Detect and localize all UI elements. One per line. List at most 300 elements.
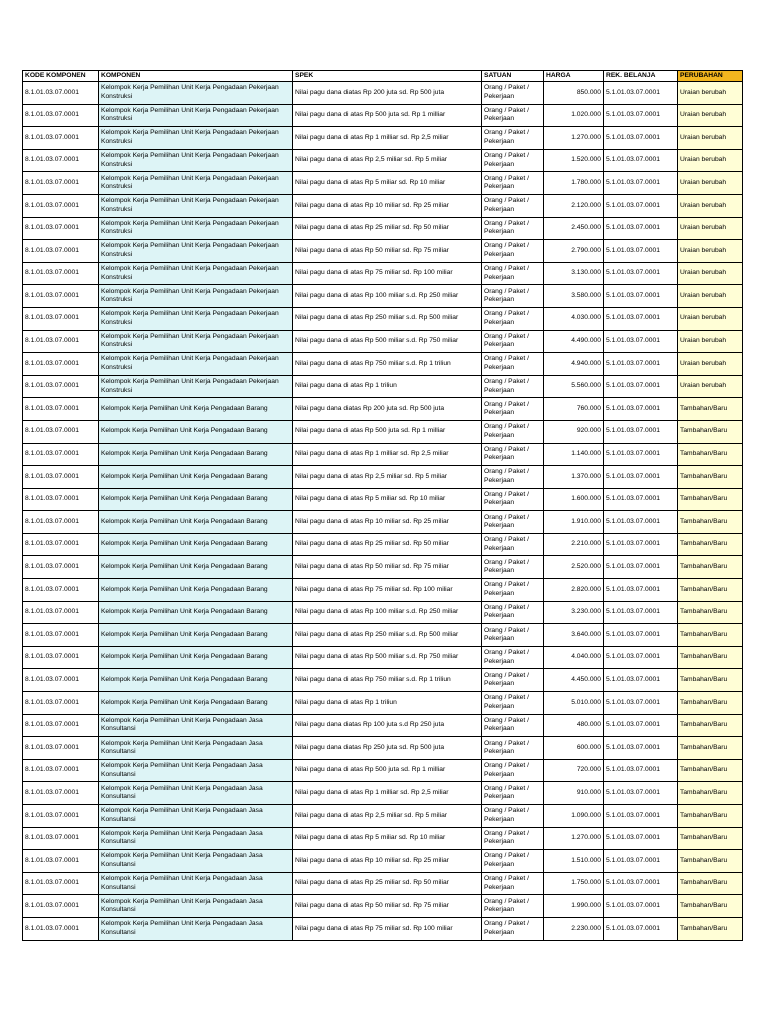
header-harga: HARGA xyxy=(544,71,604,82)
cell-kode-komponen: 8.1.01.03.07.0001 xyxy=(23,556,99,579)
cell-satuan: Orang / Paket / Pekerjaan xyxy=(482,579,544,602)
cell-komponen: Kelompok Kerja Pemilihan Unit Kerja Pengadaan Barang xyxy=(99,420,293,443)
cell-perubahan: Uraian berubah xyxy=(678,375,743,398)
cell-harga: 910.000 xyxy=(544,782,604,805)
cell-kode-komponen: 8.1.01.03.07.0001 xyxy=(23,172,99,195)
cell-satuan: Orang / Paket / Pekerjaan xyxy=(482,443,544,466)
cell-komponen: Kelompok Kerja Pemilihan Unit Kerja Pengadaan Jasa Konsultansi xyxy=(99,782,293,805)
cell-kode-komponen: 8.1.01.03.07.0001 xyxy=(23,759,99,782)
cell-harga: 1.090.000 xyxy=(544,805,604,828)
table-row xyxy=(23,330,743,353)
cell-perubahan: Uraian berubah xyxy=(678,307,743,330)
cell-perubahan: Tambahan/Baru xyxy=(678,488,743,511)
cell-satuan: Orang / Paket / Pekerjaan xyxy=(482,624,544,647)
cell-harga: 2.210.000 xyxy=(544,533,604,556)
cell-rek-belanja: 5.1.01.03.07.0001 xyxy=(604,330,678,353)
cell-kode-komponen: 8.1.01.03.07.0001 xyxy=(23,714,99,737)
cell-harga: 1.020.000 xyxy=(544,104,604,127)
cell-kode-komponen: 8.1.01.03.07.0001 xyxy=(23,579,99,602)
cell-harga: 1.370.000 xyxy=(544,466,604,489)
cell-komponen: Kelompok Kerja Pemilihan Unit Kerja Pengadaan Barang xyxy=(99,624,293,647)
table-row xyxy=(23,375,743,398)
cell-perubahan: Uraian berubah xyxy=(678,149,743,172)
cell-harga: 1.510.000 xyxy=(544,850,604,873)
cell-perubahan: Tambahan/Baru xyxy=(678,805,743,828)
cell-harga: 4.940.000 xyxy=(544,353,604,376)
cell-harga: 3.130.000 xyxy=(544,262,604,285)
cell-komponen: Kelompok Kerja Pemilihan Unit Kerja Pengadaan Pekerjaan Konstruksi xyxy=(99,149,293,172)
cell-kode-komponen: 8.1.01.03.07.0001 xyxy=(23,420,99,443)
cell-harga: 4.040.000 xyxy=(544,646,604,669)
table-row xyxy=(23,579,743,602)
cell-kode-komponen: 8.1.01.03.07.0001 xyxy=(23,533,99,556)
cell-spek: Nilai pagu dana di atas Rp 250 miliar s.d. Rp 500 miliar xyxy=(293,307,482,330)
cell-komponen: Kelompok Kerja Pemilihan Unit Kerja Pengadaan Barang xyxy=(99,669,293,692)
table-row xyxy=(23,285,743,308)
header-spek: SPEK xyxy=(293,71,482,82)
cell-harga: 5.010.000 xyxy=(544,692,604,715)
cell-perubahan: Tambahan/Baru xyxy=(678,669,743,692)
cell-satuan: Orang / Paket / Pekerjaan xyxy=(482,692,544,715)
table-row xyxy=(23,917,743,940)
cell-rek-belanja: 5.1.01.03.07.0001 xyxy=(604,827,678,850)
cell-satuan: Orang / Paket / Pekerjaan xyxy=(482,127,544,150)
table-row xyxy=(23,714,743,737)
cell-perubahan: Uraian berubah xyxy=(678,194,743,217)
cell-rek-belanja: 5.1.01.03.07.0001 xyxy=(604,172,678,195)
table-row xyxy=(23,737,743,760)
cell-satuan: Orang / Paket / Pekerjaan xyxy=(482,82,544,105)
cell-kode-komponen: 8.1.01.03.07.0001 xyxy=(23,262,99,285)
cell-satuan: Orang / Paket / Pekerjaan xyxy=(482,217,544,240)
header-satuan: SATUAN xyxy=(482,71,544,82)
cell-harga: 1.990.000 xyxy=(544,895,604,918)
cell-kode-komponen: 8.1.01.03.07.0001 xyxy=(23,149,99,172)
cell-komponen: Kelompok Kerja Pemilihan Unit Kerja Pengadaan Barang xyxy=(99,398,293,421)
cell-komponen: Kelompok Kerja Pemilihan Unit Kerja Pengadaan Pekerjaan Konstruksi xyxy=(99,285,293,308)
cell-komponen: Kelompok Kerja Pemilihan Unit Kerja Pengadaan Jasa Konsultansi xyxy=(99,714,293,737)
cell-kode-komponen: 8.1.01.03.07.0001 xyxy=(23,285,99,308)
cell-komponen: Kelompok Kerja Pemilihan Unit Kerja Pengadaan Pekerjaan Konstruksi xyxy=(99,375,293,398)
table-row xyxy=(23,872,743,895)
table-row xyxy=(23,353,743,376)
cell-kode-komponen: 8.1.01.03.07.0001 xyxy=(23,104,99,127)
cell-rek-belanja: 5.1.01.03.07.0001 xyxy=(604,850,678,873)
table-row xyxy=(23,533,743,556)
cell-perubahan: Tambahan/Baru xyxy=(678,443,743,466)
cell-spek: Nilai pagu dana di atas Rp 750 miliar s.d. Rp 1 triliun xyxy=(293,669,482,692)
header-rek-belanja: REK. BELANJA xyxy=(604,71,678,82)
cell-spek: Nilai pagu dana di atas Rp 500 juta sd. Rp 1 milliar xyxy=(293,104,482,127)
cell-kode-komponen: 8.1.01.03.07.0001 xyxy=(23,194,99,217)
cell-rek-belanja: 5.1.01.03.07.0001 xyxy=(604,82,678,105)
cell-komponen: Kelompok Kerja Pemilihan Unit Kerja Pengadaan Barang xyxy=(99,488,293,511)
cell-spek: Nilai pagu dana di atas Rp 1 triliun xyxy=(293,375,482,398)
cell-rek-belanja: 5.1.01.03.07.0001 xyxy=(604,194,678,217)
cell-harga: 2.120.000 xyxy=(544,194,604,217)
cell-komponen: Kelompok Kerja Pemilihan Unit Kerja Pengadaan Pekerjaan Konstruksi xyxy=(99,240,293,263)
cell-satuan: Orang / Paket / Pekerjaan xyxy=(482,104,544,127)
cell-kode-komponen: 8.1.01.03.07.0001 xyxy=(23,375,99,398)
cell-satuan: Orang / Paket / Pekerjaan xyxy=(482,307,544,330)
cell-perubahan: Uraian berubah xyxy=(678,330,743,353)
cell-harga: 4.490.000 xyxy=(544,330,604,353)
table-row xyxy=(23,420,743,443)
cell-harga: 2.520.000 xyxy=(544,556,604,579)
cell-komponen: Kelompok Kerja Pemilihan Unit Kerja Pengadaan Jasa Konsultansi xyxy=(99,895,293,918)
cell-komponen: Kelompok Kerja Pemilihan Unit Kerja Pengadaan Barang xyxy=(99,511,293,534)
cell-satuan: Orang / Paket / Pekerjaan xyxy=(482,601,544,624)
cell-spek: Nilai pagu dana di atas Rp 2,5 miliar sd. Rp 5 miliar xyxy=(293,805,482,828)
cell-satuan: Orang / Paket / Pekerjaan xyxy=(482,172,544,195)
cell-komponen: Kelompok Kerja Pemilihan Unit Kerja Pengadaan Pekerjaan Konstruksi xyxy=(99,307,293,330)
cell-harga: 4.450.000 xyxy=(544,669,604,692)
cell-kode-komponen: 8.1.01.03.07.0001 xyxy=(23,646,99,669)
cell-spek: Nilai pagu dana diatas Rp 250 juta sd. Rp 500 juta xyxy=(293,737,482,760)
cell-harga: 3.580.000 xyxy=(544,285,604,308)
cell-satuan: Orang / Paket / Pekerjaan xyxy=(482,375,544,398)
cell-perubahan: Tambahan/Baru xyxy=(678,398,743,421)
cell-spek: Nilai pagu dana di atas Rp 25 miliar sd. Rp 50 miliar xyxy=(293,217,482,240)
table-row xyxy=(23,669,743,692)
cell-perubahan: Tambahan/Baru xyxy=(678,533,743,556)
cell-spek: Nilai pagu dana di atas Rp 75 miliar sd. Rp 100 miliar xyxy=(293,262,482,285)
cell-spek: Nilai pagu dana di atas Rp 250 miliar s.d. Rp 500 miliar xyxy=(293,624,482,647)
cell-spek: Nilai pagu dana di atas Rp 2,5 miliar sd. Rp 5 miliar xyxy=(293,149,482,172)
cell-satuan: Orang / Paket / Pekerjaan xyxy=(482,420,544,443)
table-row xyxy=(23,127,743,150)
cell-rek-belanja: 5.1.01.03.07.0001 xyxy=(604,737,678,760)
cell-spek: Nilai pagu dana di atas Rp 500 miliar s.d. Rp 750 miliar xyxy=(293,646,482,669)
cell-harga: 1.780.000 xyxy=(544,172,604,195)
table-row xyxy=(23,601,743,624)
header-row xyxy=(23,71,743,82)
cell-komponen: Kelompok Kerja Pemilihan Unit Kerja Pengadaan Barang xyxy=(99,579,293,602)
cell-rek-belanja: 5.1.01.03.07.0001 xyxy=(604,511,678,534)
cell-satuan: Orang / Paket / Pekerjaan xyxy=(482,398,544,421)
cell-kode-komponen: 8.1.01.03.07.0001 xyxy=(23,669,99,692)
cell-komponen: Kelompok Kerja Pemilihan Unit Kerja Pengadaan Pekerjaan Konstruksi xyxy=(99,194,293,217)
cell-harga: 760.000 xyxy=(544,398,604,421)
table-row xyxy=(23,511,743,534)
cell-perubahan: Uraian berubah xyxy=(678,353,743,376)
cell-harga: 3.640.000 xyxy=(544,624,604,647)
cell-satuan: Orang / Paket / Pekerjaan xyxy=(482,533,544,556)
cell-satuan: Orang / Paket / Pekerjaan xyxy=(482,872,544,895)
cell-harga: 1.270.000 xyxy=(544,827,604,850)
cell-harga: 720.000 xyxy=(544,759,604,782)
cell-komponen: Kelompok Kerja Pemilihan Unit Kerja Pengadaan Barang xyxy=(99,466,293,489)
cell-perubahan: Uraian berubah xyxy=(678,262,743,285)
cell-kode-komponen: 8.1.01.03.07.0001 xyxy=(23,398,99,421)
cell-spek: Nilai pagu dana di atas Rp 75 miliar sd. Rp 100 miliar xyxy=(293,917,482,940)
cell-komponen: Kelompok Kerja Pemilihan Unit Kerja Pengadaan Pekerjaan Konstruksi xyxy=(99,104,293,127)
cell-perubahan: Tambahan/Baru xyxy=(678,466,743,489)
cell-perubahan: Tambahan/Baru xyxy=(678,737,743,760)
cell-kode-komponen: 8.1.01.03.07.0001 xyxy=(23,307,99,330)
cell-satuan: Orang / Paket / Pekerjaan xyxy=(482,895,544,918)
table-row xyxy=(23,805,743,828)
cell-spek: Nilai pagu dana di atas Rp 10 miliar sd. Rp 25 miliar xyxy=(293,511,482,534)
cell-kode-komponen: 8.1.01.03.07.0001 xyxy=(23,466,99,489)
cell-kode-komponen: 8.1.01.03.07.0001 xyxy=(23,82,99,105)
cell-komponen: Kelompok Kerja Pemilihan Unit Kerja Pengadaan Jasa Konsultansi xyxy=(99,850,293,873)
cell-rek-belanja: 5.1.01.03.07.0001 xyxy=(604,127,678,150)
cell-harga: 1.750.000 xyxy=(544,872,604,895)
cell-perubahan: Tambahan/Baru xyxy=(678,556,743,579)
cell-spek: Nilai pagu dana di atas Rp 1 milliar sd. Rp 2,5 miliar xyxy=(293,782,482,805)
cell-spek: Nilai pagu dana di atas Rp 1 milliar sd. Rp 2,5 miliar xyxy=(293,443,482,466)
cell-satuan: Orang / Paket / Pekerjaan xyxy=(482,556,544,579)
table-row xyxy=(23,194,743,217)
cell-kode-komponen: 8.1.01.03.07.0001 xyxy=(23,353,99,376)
cell-rek-belanja: 5.1.01.03.07.0001 xyxy=(604,624,678,647)
cell-perubahan: Tambahan/Baru xyxy=(678,624,743,647)
cell-rek-belanja: 5.1.01.03.07.0001 xyxy=(604,353,678,376)
cell-komponen: Kelompok Kerja Pemilihan Unit Kerja Pengadaan Jasa Konsultansi xyxy=(99,805,293,828)
cell-satuan: Orang / Paket / Pekerjaan xyxy=(482,353,544,376)
cell-komponen: Kelompok Kerja Pemilihan Unit Kerja Pengadaan Jasa Konsultansi xyxy=(99,917,293,940)
cell-spek: Nilai pagu dana di atas Rp 10 miliar sd. Rp 25 miliar xyxy=(293,194,482,217)
cell-spek: Nilai pagu dana diatas Rp 200 juta sd. Rp 500 juta xyxy=(293,82,482,105)
cell-komponen: Kelompok Kerja Pemilihan Unit Kerja Pengadaan Barang xyxy=(99,601,293,624)
cell-komponen: Kelompok Kerja Pemilihan Unit Kerja Pengadaan Barang xyxy=(99,556,293,579)
cell-komponen: Kelompok Kerja Pemilihan Unit Kerja Pengadaan Pekerjaan Konstruksi xyxy=(99,330,293,353)
cell-spek: Nilai pagu dana di atas Rp 25 miliar sd. Rp 50 miliar xyxy=(293,533,482,556)
cell-komponen: Kelompok Kerja Pemilihan Unit Kerja Pengadaan Pekerjaan Konstruksi xyxy=(99,82,293,105)
cell-rek-belanja: 5.1.01.03.07.0001 xyxy=(604,759,678,782)
cell-harga: 1.910.000 xyxy=(544,511,604,534)
table-row xyxy=(23,398,743,421)
cell-kode-komponen: 8.1.01.03.07.0001 xyxy=(23,511,99,534)
cell-satuan: Orang / Paket / Pekerjaan xyxy=(482,827,544,850)
cell-rek-belanja: 5.1.01.03.07.0001 xyxy=(604,895,678,918)
table-row xyxy=(23,172,743,195)
cell-harga: 2.790.000 xyxy=(544,240,604,263)
cell-rek-belanja: 5.1.01.03.07.0001 xyxy=(604,601,678,624)
table-row xyxy=(23,104,743,127)
cell-rek-belanja: 5.1.01.03.07.0001 xyxy=(604,307,678,330)
cell-spek: Nilai pagu dana di atas Rp 100 miliar s.d. Rp 250 miliar xyxy=(293,285,482,308)
cell-rek-belanja: 5.1.01.03.07.0001 xyxy=(604,375,678,398)
cell-perubahan: Tambahan/Baru xyxy=(678,782,743,805)
table-row xyxy=(23,82,743,105)
cell-satuan: Orang / Paket / Pekerjaan xyxy=(482,194,544,217)
cell-satuan: Orang / Paket / Pekerjaan xyxy=(482,782,544,805)
cell-perubahan: Tambahan/Baru xyxy=(678,579,743,602)
table-row xyxy=(23,556,743,579)
cell-satuan: Orang / Paket / Pekerjaan xyxy=(482,285,544,308)
table-row xyxy=(23,646,743,669)
cell-komponen: Kelompok Kerja Pemilihan Unit Kerja Pengadaan Jasa Konsultansi xyxy=(99,759,293,782)
cell-spek: Nilai pagu dana di atas Rp 50 miliar sd. Rp 75 miliar xyxy=(293,895,482,918)
header-perubahan: PERUBAHAN xyxy=(678,71,743,82)
cell-harga: 600.000 xyxy=(544,737,604,760)
cell-satuan: Orang / Paket / Pekerjaan xyxy=(482,262,544,285)
cell-kode-komponen: 8.1.01.03.07.0001 xyxy=(23,240,99,263)
table-row xyxy=(23,443,743,466)
cell-satuan: Orang / Paket / Pekerjaan xyxy=(482,917,544,940)
cell-spek: Nilai pagu dana di atas Rp 10 miliar sd. Rp 25 miliar xyxy=(293,850,482,873)
cell-rek-belanja: 5.1.01.03.07.0001 xyxy=(604,443,678,466)
cell-perubahan: Uraian berubah xyxy=(678,217,743,240)
cell-perubahan: Tambahan/Baru xyxy=(678,827,743,850)
cell-satuan: Orang / Paket / Pekerjaan xyxy=(482,759,544,782)
cell-rek-belanja: 5.1.01.03.07.0001 xyxy=(604,466,678,489)
cell-spek: Nilai pagu dana diatas Rp 200 juta sd. Rp 500 juta xyxy=(293,398,482,421)
cell-perubahan: Tambahan/Baru xyxy=(678,895,743,918)
cell-satuan: Orang / Paket / Pekerjaan xyxy=(482,850,544,873)
table-row xyxy=(23,217,743,240)
cell-perubahan: Uraian berubah xyxy=(678,104,743,127)
cell-perubahan: Uraian berubah xyxy=(678,127,743,150)
cell-satuan: Orang / Paket / Pekerjaan xyxy=(482,511,544,534)
cell-harga: 3.230.000 xyxy=(544,601,604,624)
cell-perubahan: Tambahan/Baru xyxy=(678,692,743,715)
cell-spek: Nilai pagu dana di atas Rp 50 miliar sd. Rp 75 miliar xyxy=(293,556,482,579)
cell-rek-belanja: 5.1.01.03.07.0001 xyxy=(604,217,678,240)
cell-rek-belanja: 5.1.01.03.07.0001 xyxy=(604,240,678,263)
cell-kode-komponen: 8.1.01.03.07.0001 xyxy=(23,872,99,895)
cell-kode-komponen: 8.1.01.03.07.0001 xyxy=(23,330,99,353)
cell-kode-komponen: 8.1.01.03.07.0001 xyxy=(23,805,99,828)
komponen-table xyxy=(22,70,743,941)
cell-kode-komponen: 8.1.01.03.07.0001 xyxy=(23,217,99,240)
table-row xyxy=(23,759,743,782)
cell-spek: Nilai pagu dana di atas Rp 5 miliar sd. Rp 10 miliar xyxy=(293,488,482,511)
cell-harga: 4.030.000 xyxy=(544,307,604,330)
cell-satuan: Orang / Paket / Pekerjaan xyxy=(482,240,544,263)
cell-komponen: Kelompok Kerja Pemilihan Unit Kerja Pengadaan Barang xyxy=(99,646,293,669)
cell-komponen: Kelompok Kerja Pemilihan Unit Kerja Pengadaan Jasa Konsultansi xyxy=(99,872,293,895)
cell-perubahan: Uraian berubah xyxy=(678,240,743,263)
cell-komponen: Kelompok Kerja Pemilihan Unit Kerja Pengadaan Barang xyxy=(99,533,293,556)
table-row xyxy=(23,624,743,647)
cell-kode-komponen: 8.1.01.03.07.0001 xyxy=(23,782,99,805)
cell-komponen: Kelompok Kerja Pemilihan Unit Kerja Pengadaan Jasa Konsultansi xyxy=(99,827,293,850)
cell-rek-belanja: 5.1.01.03.07.0001 xyxy=(604,805,678,828)
table-row xyxy=(23,782,743,805)
cell-spek: Nilai pagu dana di atas Rp 750 miliar s.d. Rp 1 triliun xyxy=(293,353,482,376)
cell-harga: 850.000 xyxy=(544,82,604,105)
cell-rek-belanja: 5.1.01.03.07.0001 xyxy=(604,669,678,692)
table-row xyxy=(23,827,743,850)
cell-satuan: Orang / Paket / Pekerjaan xyxy=(482,330,544,353)
cell-spek: Nilai pagu dana di atas Rp 500 miliar s.d. Rp 750 miliar xyxy=(293,330,482,353)
cell-satuan: Orang / Paket / Pekerjaan xyxy=(482,669,544,692)
cell-kode-komponen: 8.1.01.03.07.0001 xyxy=(23,488,99,511)
header-komponen: KOMPONEN xyxy=(99,71,293,82)
cell-rek-belanja: 5.1.01.03.07.0001 xyxy=(604,533,678,556)
cell-perubahan: Tambahan/Baru xyxy=(678,917,743,940)
cell-harga: 2.230.000 xyxy=(544,917,604,940)
cell-perubahan: Tambahan/Baru xyxy=(678,714,743,737)
cell-spek: Nilai pagu dana di atas Rp 2,5 miliar sd. Rp 5 miliar xyxy=(293,466,482,489)
cell-perubahan: Uraian berubah xyxy=(678,172,743,195)
cell-rek-belanja: 5.1.01.03.07.0001 xyxy=(604,398,678,421)
cell-spek: Nilai pagu dana di atas Rp 5 miliar sd. Rp 10 miliar xyxy=(293,827,482,850)
cell-rek-belanja: 5.1.01.03.07.0001 xyxy=(604,488,678,511)
cell-rek-belanja: 5.1.01.03.07.0001 xyxy=(604,714,678,737)
cell-spek: Nilai pagu dana di atas Rp 25 miliar sd. Rp 50 miliar xyxy=(293,872,482,895)
cell-komponen: Kelompok Kerja Pemilihan Unit Kerja Pengadaan Pekerjaan Konstruksi xyxy=(99,172,293,195)
cell-perubahan: Tambahan/Baru xyxy=(678,511,743,534)
cell-spek: Nilai pagu dana di atas Rp 100 miliar s.d. Rp 250 miliar xyxy=(293,601,482,624)
header-kode-komponen: KODE KOMPONEN xyxy=(23,71,99,82)
cell-harga: 480.000 xyxy=(544,714,604,737)
cell-kode-komponen: 8.1.01.03.07.0001 xyxy=(23,895,99,918)
cell-rek-belanja: 5.1.01.03.07.0001 xyxy=(604,917,678,940)
cell-komponen: Kelompok Kerja Pemilihan Unit Kerja Pengadaan Pekerjaan Konstruksi xyxy=(99,127,293,150)
cell-satuan: Orang / Paket / Pekerjaan xyxy=(482,805,544,828)
cell-kode-komponen: 8.1.01.03.07.0001 xyxy=(23,127,99,150)
spreadsheet xyxy=(22,70,743,941)
table-row xyxy=(23,488,743,511)
cell-komponen: Kelompok Kerja Pemilihan Unit Kerja Pengadaan Barang xyxy=(99,443,293,466)
cell-rek-belanja: 5.1.01.03.07.0001 xyxy=(604,872,678,895)
cell-rek-belanja: 5.1.01.03.07.0001 xyxy=(604,646,678,669)
cell-rek-belanja: 5.1.01.03.07.0001 xyxy=(604,556,678,579)
cell-komponen: Kelompok Kerja Pemilihan Unit Kerja Pengadaan Barang xyxy=(99,692,293,715)
cell-spek: Nilai pagu dana di atas Rp 500 juta sd. Rp 1 milliar xyxy=(293,420,482,443)
cell-satuan: Orang / Paket / Pekerjaan xyxy=(482,488,544,511)
cell-rek-belanja: 5.1.01.03.07.0001 xyxy=(604,149,678,172)
cell-spek: Nilai pagu dana di atas Rp 75 miliar sd. Rp 100 miliar xyxy=(293,579,482,602)
cell-harga: 2.450.000 xyxy=(544,217,604,240)
cell-kode-komponen: 8.1.01.03.07.0001 xyxy=(23,443,99,466)
cell-harga: 5.560.000 xyxy=(544,375,604,398)
cell-spek: Nilai pagu dana di atas Rp 500 juta sd. Rp 1 milliar xyxy=(293,759,482,782)
cell-harga: 1.140.000 xyxy=(544,443,604,466)
cell-spek: Nilai pagu dana di atas Rp 5 miliar sd. Rp 10 miliar xyxy=(293,172,482,195)
cell-rek-belanja: 5.1.01.03.07.0001 xyxy=(604,782,678,805)
cell-satuan: Orang / Paket / Pekerjaan xyxy=(482,466,544,489)
table-row xyxy=(23,850,743,873)
cell-spek: Nilai pagu dana di atas Rp 50 miliar sd. Rp 75 miliar xyxy=(293,240,482,263)
cell-satuan: Orang / Paket / Pekerjaan xyxy=(482,737,544,760)
table-row xyxy=(23,149,743,172)
cell-komponen: Kelompok Kerja Pemilihan Unit Kerja Pengadaan Pekerjaan Konstruksi xyxy=(99,262,293,285)
cell-satuan: Orang / Paket / Pekerjaan xyxy=(482,714,544,737)
cell-kode-komponen: 8.1.01.03.07.0001 xyxy=(23,917,99,940)
cell-perubahan: Tambahan/Baru xyxy=(678,850,743,873)
cell-kode-komponen: 8.1.01.03.07.0001 xyxy=(23,850,99,873)
cell-kode-komponen: 8.1.01.03.07.0001 xyxy=(23,827,99,850)
cell-harga: 1.270.000 xyxy=(544,127,604,150)
cell-kode-komponen: 8.1.01.03.07.0001 xyxy=(23,692,99,715)
table-row xyxy=(23,307,743,330)
cell-perubahan: Tambahan/Baru xyxy=(678,759,743,782)
table-row xyxy=(23,692,743,715)
cell-rek-belanja: 5.1.01.03.07.0001 xyxy=(604,104,678,127)
cell-perubahan: Tambahan/Baru xyxy=(678,420,743,443)
cell-satuan: Orang / Paket / Pekerjaan xyxy=(482,646,544,669)
cell-spek: Nilai pagu dana di atas Rp 1 triliun xyxy=(293,692,482,715)
cell-perubahan: Uraian berubah xyxy=(678,82,743,105)
cell-rek-belanja: 5.1.01.03.07.0001 xyxy=(604,579,678,602)
table-row xyxy=(23,895,743,918)
cell-spek: Nilai pagu dana di atas Rp 1 milliar sd. Rp 2,5 miliar xyxy=(293,127,482,150)
cell-perubahan: Tambahan/Baru xyxy=(678,601,743,624)
table-row xyxy=(23,240,743,263)
cell-harga: 1.520.000 xyxy=(544,149,604,172)
cell-harga: 920.000 xyxy=(544,420,604,443)
cell-komponen: Kelompok Kerja Pemilihan Unit Kerja Pengadaan Pekerjaan Konstruksi xyxy=(99,353,293,376)
cell-rek-belanja: 5.1.01.03.07.0001 xyxy=(604,420,678,443)
cell-komponen: Kelompok Kerja Pemilihan Unit Kerja Pengadaan Jasa Konsultansi xyxy=(99,737,293,760)
cell-kode-komponen: 8.1.01.03.07.0001 xyxy=(23,737,99,760)
cell-kode-komponen: 8.1.01.03.07.0001 xyxy=(23,601,99,624)
